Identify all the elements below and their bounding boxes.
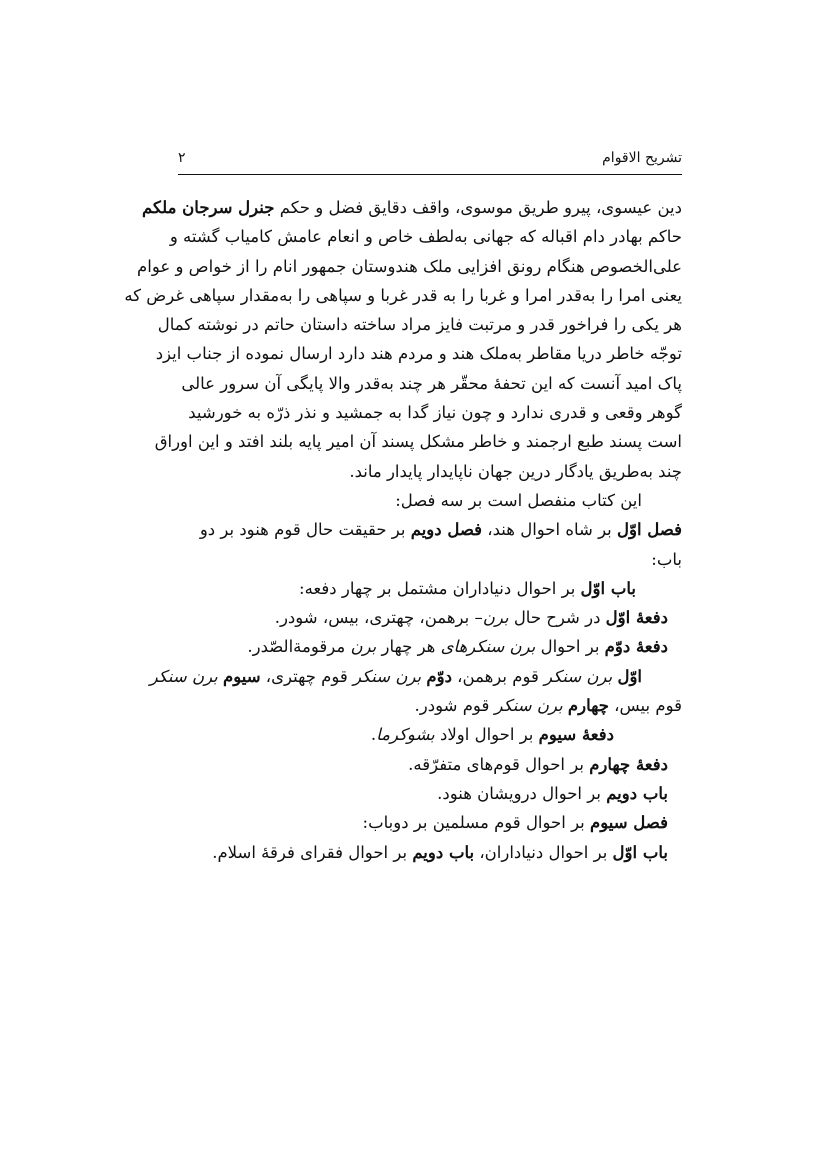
intro-paragraph: [124, 193, 682, 486]
text-line: توجّه خاطر دریا مقاطر به‌ملک هند و مردم هند دارد ارسال نموده از جناب ایزد: [155, 344, 682, 364]
text-run: مرقومةالصّدر.: [247, 637, 351, 657]
toc-fasl-line: [178, 515, 682, 544]
toc-dafa-line: [178, 632, 682, 661]
toc-label: باب اوّل: [612, 842, 668, 862]
running-header: [178, 148, 682, 172]
italic-term: برن سنکر: [149, 666, 224, 686]
toc-dafa-line: [178, 750, 682, 779]
toc-dafa-line: [178, 603, 682, 632]
toc-label: فصل دویم: [410, 520, 483, 540]
toc-dafa-line: [178, 720, 682, 749]
text-line: حاکم بهادر دام اقباله که جهانی به‌لطف خاص و انعام عامش کامیاب گشته و: [169, 227, 682, 247]
text-run: بر احوال دنیاداران،: [474, 842, 613, 862]
text-run: قوم برهمن،: [451, 666, 545, 686]
text-line: [142, 193, 682, 222]
text-line: علی‌الخصوص هنگام رونق افزایی ملک هندوستان جمهور انام را از خواص و عوام: [137, 256, 682, 276]
italic-term: برن سنکر: [494, 696, 568, 716]
text-run: قوم شودر.: [414, 696, 495, 716]
text-line: هر یکی را فراخور قدر و مرتبت فایز مراد ساخته داستان حاتم در نوشته کمال: [157, 315, 682, 335]
text-run: بر احوال اولاد: [434, 725, 539, 745]
text-line: پاک امید آنست که این تحفهٔ محقّر هر چند به‌قدر والا پایگی آن سرور عالی: [181, 373, 682, 393]
text-line: چند به‌طریق یادگار درین جهان ناپایدار پایدار ماند.: [349, 461, 682, 481]
italic-term: برن سنکرهای: [440, 637, 536, 657]
text-run: قوم بیس،: [608, 696, 682, 716]
header-rule: [178, 174, 682, 175]
toc-label: باب دویم: [606, 783, 668, 803]
text-line: گوهر وقعی و قدری ندارد و چون نیاز گدا به جمشید و نذر ذرّه به خورشید: [188, 403, 682, 423]
bold-name: جنرل سرجان ملکم: [142, 198, 275, 217]
toc-label: اوّل: [617, 666, 642, 686]
toc-label: سیوم: [223, 666, 261, 686]
page-body: [124, 193, 682, 867]
text-run: بر احوال درویشان هنود.: [437, 783, 607, 803]
toc-label: فصل اوّل: [617, 520, 682, 540]
toc-bab-line: [178, 779, 682, 808]
text-run: بر احوال فقرای فرقهٔ اسلام.: [212, 842, 413, 862]
toc-intro-line: این کتاب منفصل است بر سه فصل:: [395, 490, 642, 510]
text-run: دین عیسوی، پیرو طریق موسوی، واقف دقایق فضل و حکم: [274, 198, 682, 217]
italic-term: برن: [482, 608, 509, 628]
toc-fasl-line: [178, 808, 682, 837]
toc-bab-line: [178, 838, 682, 867]
text-line: است پسند طبع ارجمند و خاطر مشکل پسند آن امیر پایه بلند افتد و این اوراق: [154, 432, 682, 452]
text-run: .: [370, 725, 377, 745]
toc-label: چهارم: [567, 696, 609, 716]
toc-label: دفعهٔ دوّم: [604, 637, 668, 657]
toc-label: باب دویم: [412, 842, 475, 862]
text-line: یعنی امرا را به‌قدر امرا و غربا را به قدر غربا و سپاهی را به‌مقدار سپاهی غرض که: [124, 285, 682, 305]
toc-label: دفعهٔ چهارم: [589, 754, 668, 774]
italic-term: بشوکرما: [376, 725, 435, 745]
text-run: هر چهار: [376, 637, 441, 657]
text-run: در شرح حال: [508, 608, 606, 628]
toc-fasl-line-cont: باب:: [651, 549, 682, 569]
toc-varna-line: [149, 662, 682, 691]
text-run: بر احوال قوم‌های متفرّقه.: [408, 754, 590, 774]
page-number: ۲: [178, 150, 186, 166]
toc-label: فصل سیوم: [590, 813, 668, 833]
text-run: بر احوال قوم مسلمین بر دوباب:: [362, 813, 591, 833]
text-run: بر احوال: [535, 637, 605, 657]
toc-label: دفعهٔ سیوم: [538, 725, 614, 745]
toc-label: باب اوّل: [580, 578, 636, 598]
text-run: قوم چهتری،: [260, 666, 354, 686]
text-run: بر حقیقت حال قوم هنود بر دو: [199, 520, 411, 540]
italic-term: برن سنکر: [353, 666, 427, 686]
running-title: تشریح الاقوام: [602, 150, 682, 166]
text-run: بر احوال دنیاداران مشتمل بر چهار دفعه:: [299, 578, 581, 598]
toc-varna-line-cont: [178, 691, 682, 720]
italic-term: برن: [350, 637, 377, 657]
italic-term: برن سنکر: [544, 666, 618, 686]
text-run: – برهمن، چهتری، بیس، شودر.: [274, 608, 483, 628]
toc-label: دفعهٔ اوّل: [605, 608, 668, 628]
toc-bab-line: [178, 574, 682, 603]
text-run: بر شاه احوال هند،: [482, 520, 618, 540]
toc-label: دوّم: [426, 666, 452, 686]
